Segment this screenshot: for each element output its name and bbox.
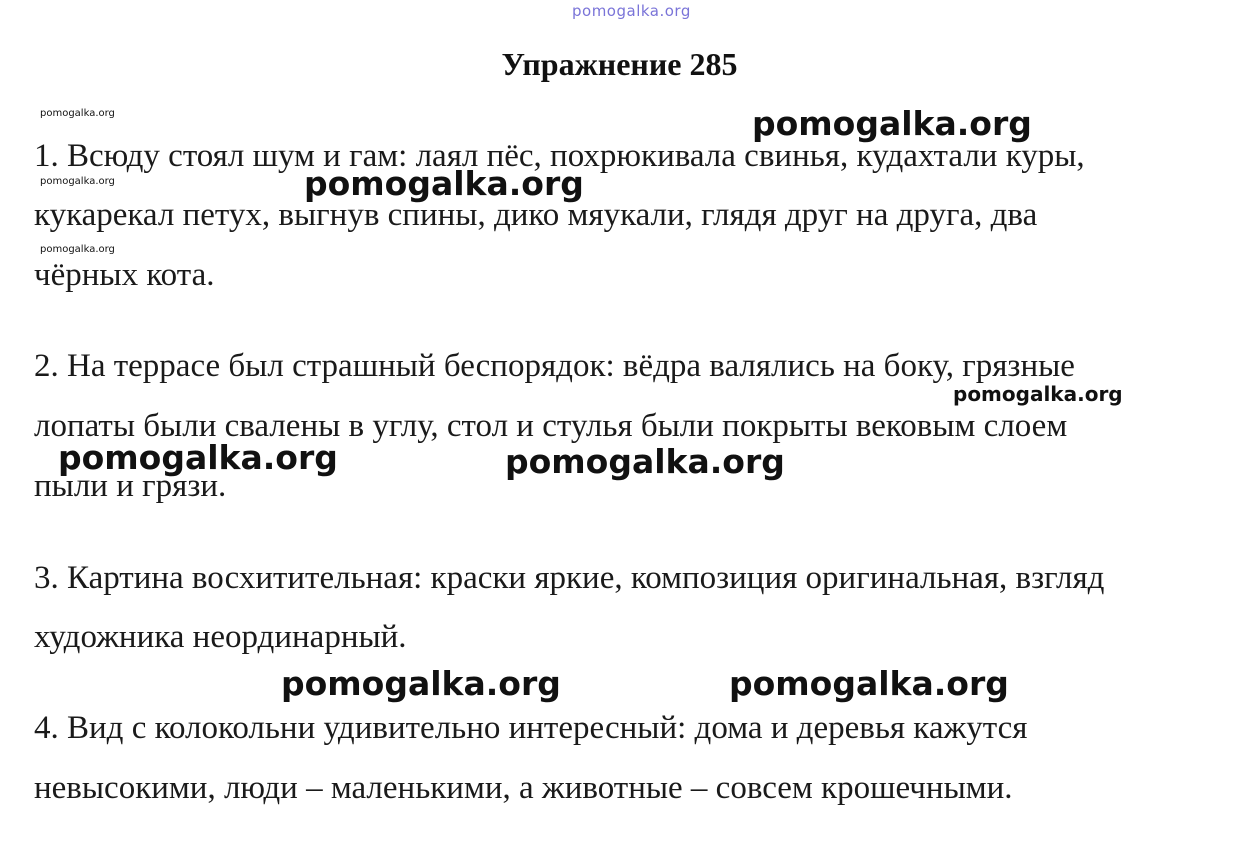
watermark-large: pomogalka.org bbox=[729, 664, 1009, 703]
watermark-large: pomogalka.org bbox=[505, 442, 785, 481]
watermark-small: pomogalka.org bbox=[40, 244, 115, 255]
text-line: лопаты были свалены в углу, стол и стулья были покрыты вековым слоем bbox=[34, 408, 1068, 444]
text-line: 1. Всюду стоял шум и гам: лаял пёс, похрюкивала свинья, кудахтали куры, bbox=[34, 138, 1085, 174]
watermark-small: pomogalka.org bbox=[40, 108, 115, 119]
text-line: художника неординарный. bbox=[34, 619, 407, 655]
text-line: 4. Вид с колокольни удивительно интересный: дома и деревья кажутся bbox=[34, 710, 1028, 746]
watermark-large: pomogalka.org bbox=[304, 164, 584, 203]
text-line: пыли и грязи. bbox=[34, 468, 227, 504]
text-line: 3. Картина восхитительная: краски яркие, композиция оригинальная, взгляд bbox=[34, 560, 1105, 596]
watermark-small: pomogalka.org bbox=[40, 176, 115, 187]
text-line: кукарекал петух, выгнув спины, дико мяукали, глядя друг на друга, два bbox=[34, 197, 1038, 233]
text-line: 2. На террасе был страшный беспорядок: вёдра валялись на боку, грязные bbox=[34, 348, 1075, 384]
exercise-title: Упражнение 285 bbox=[501, 46, 738, 82]
text-line: невысокими, люди – маленькими, а животные – совсем крошечными. bbox=[34, 770, 1013, 806]
watermark-large: pomogalka.org bbox=[752, 104, 1032, 143]
watermark-top: pomogalka.org bbox=[572, 2, 691, 20]
watermark-large: pomogalka.org bbox=[281, 664, 561, 703]
text-line: чёрных кота. bbox=[34, 257, 215, 293]
watermark-medium: pomogalka.org bbox=[953, 382, 1123, 406]
watermark-large: pomogalka.org bbox=[58, 438, 338, 477]
